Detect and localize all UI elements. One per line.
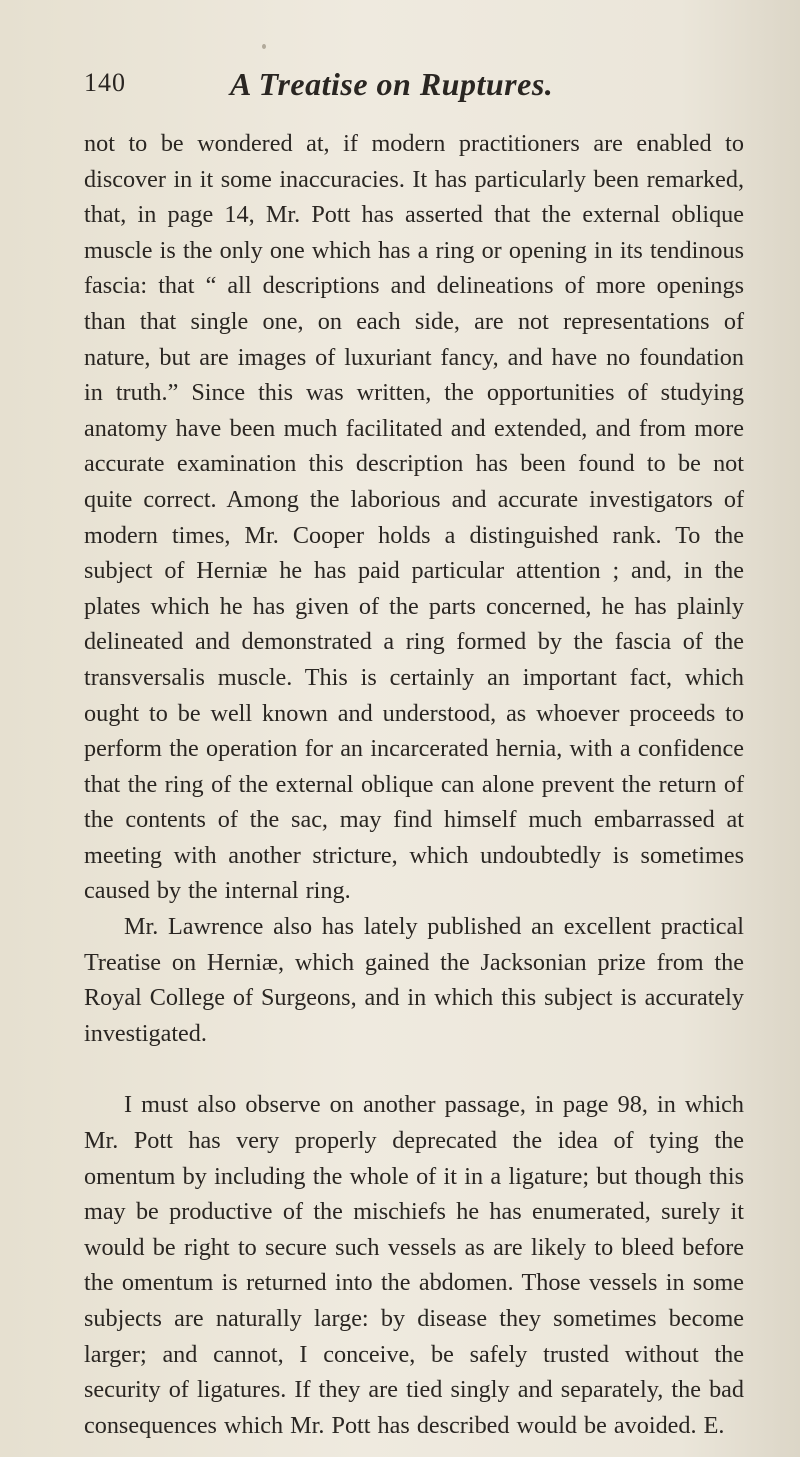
paragraph-1: not to be wondered at, if modern practitioners are enabled to discover in it some inaccuracies. It has particularly been remarked, that, in page 14, Mr. Pott has asserted that the external oblique muscle is the only one which has a ring or opening in its tendinous fascia: that “ all descriptions and delineations of more openings than that single one, on each side, are not representations of nature, but are images of luxuriant fancy, and have no foundation in truth.” Since this was written, the opportunities of studying anatomy have been much facilitated and extended, and from more accurate examination this description has been found to be not quite correct. Among the laborious and accurate investigators of modern times, Mr. Cooper holds a distinguished rank. To the subject of Herniæ he has paid particular attention ; and, in the plates which he has given of the parts concerned, he has plainly delineated and demonstrated a ring formed by the fascia of the transversalis muscle. This is certainly an important fact, which ought to be well known and understood, as whoever proceeds to perform the operation for an incarcerated hernia, with a confidence that the ring of the external oblique can alone prevent the return of the contents of the sac, may find himself much embarrassed at meeting with another stricture, which undoubtedly is sometimes caused by the internal ring.	[84, 130, 744, 905]
running-head	[84, 68, 734, 110]
paragraph-2: Mr. Lawrence also has lately published an excellent practical Treatise on Herniæ, which gained the Jacksonian prize from the Royal College of Surgeons, and in which this subject is accurately investigated.	[84, 913, 744, 1047]
paper-speck	[262, 44, 266, 49]
page-number: 140	[84, 68, 126, 97]
running-title: A Treatise on Ruptures.	[230, 66, 554, 102]
paragraph-3: I must also observe on another passage, in page 98, in which Mr. Pott has very properly deprecated the idea of tying the omentum by including the whole of it in a ligature; but though this may be productive of the mischiefs he has enumerated, surely it would be right to secure such vessels as are likely to bleed before the omentum is returned into the abdomen. Those vessels in some subjects are naturally large: by disease they sometimes become larger; and cannot, I conceive, be safely trusted without the security of ligatures. If they are tied singly and separately, the bad consequences which Mr. Pott has described would be avoided. E.	[84, 1091, 744, 1439]
body-text	[84, 126, 744, 1443]
